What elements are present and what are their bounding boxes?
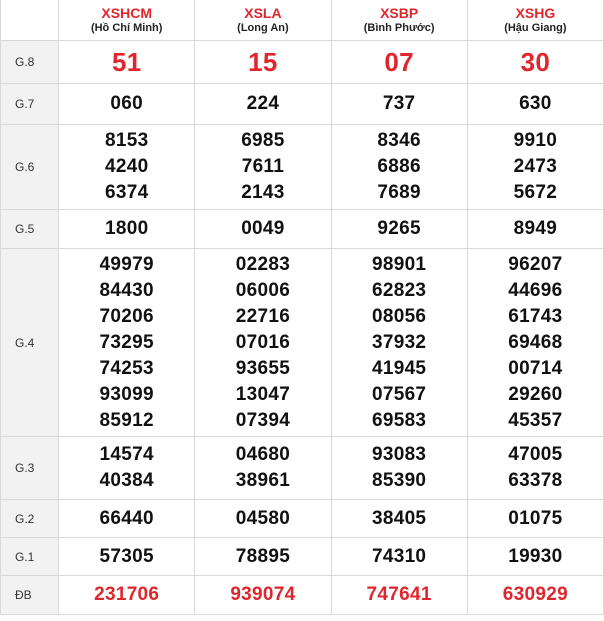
prize-cell bbox=[467, 41, 603, 84]
prize-number: 00714 bbox=[508, 357, 563, 379]
prize-cell bbox=[59, 84, 195, 125]
prize-number: 70206 bbox=[99, 305, 154, 327]
prize-number: 98901 bbox=[371, 253, 427, 275]
prize-cell bbox=[59, 41, 195, 84]
prize-number: 04680 bbox=[235, 444, 291, 465]
prize-label: G.5 bbox=[1, 210, 59, 249]
prize-number: 13047 bbox=[235, 383, 291, 405]
prize-cell bbox=[59, 538, 195, 576]
prize-label: ĐB bbox=[1, 576, 59, 615]
prize-number: 4240 bbox=[104, 156, 149, 177]
header-row bbox=[1, 0, 604, 41]
prize-number: 57305 bbox=[99, 545, 154, 567]
prize-cell bbox=[467, 576, 603, 615]
prize-row bbox=[1, 210, 604, 249]
prize-cell bbox=[59, 249, 195, 437]
prize-row bbox=[1, 538, 604, 576]
prize-number: 0049 bbox=[241, 218, 285, 239]
prize-number: 9265 bbox=[377, 218, 421, 239]
prize-number: 73295 bbox=[99, 331, 154, 353]
prize-number: 38961 bbox=[235, 470, 291, 491]
province-code[interactable]: XSLA bbox=[244, 5, 282, 21]
prize-row bbox=[1, 84, 604, 125]
prize-number: 8346 bbox=[377, 130, 421, 151]
prize-cell bbox=[59, 576, 195, 615]
prize-cell bbox=[331, 249, 467, 437]
prize-number: 6374 bbox=[104, 182, 149, 203]
prize-number: 69583 bbox=[371, 409, 427, 431]
prize-cell bbox=[331, 437, 467, 500]
prize-number: 45357 bbox=[508, 409, 563, 431]
prize-cell bbox=[331, 41, 467, 84]
province-code[interactable]: XSHG bbox=[515, 5, 556, 21]
prize-number: 224 bbox=[246, 93, 280, 114]
province-header[interactable] bbox=[467, 0, 603, 41]
corner-cell bbox=[1, 0, 59, 41]
prize-number: 5672 bbox=[513, 182, 558, 203]
prize-cell bbox=[331, 84, 467, 125]
prize-row bbox=[1, 437, 604, 500]
prize-cell bbox=[195, 437, 331, 500]
prize-number: 8153 bbox=[104, 130, 149, 151]
prize-number: 30 bbox=[520, 47, 551, 77]
prize-number: 7689 bbox=[377, 182, 421, 203]
prize-number: 630929 bbox=[502, 584, 568, 605]
prize-number: 63378 bbox=[508, 470, 563, 491]
prize-label: G.4 bbox=[1, 249, 59, 437]
prize-cell bbox=[467, 500, 603, 538]
prize-number: 747641 bbox=[366, 584, 432, 605]
prize-label: G.3 bbox=[1, 437, 59, 500]
prize-number: 2143 bbox=[241, 182, 285, 203]
prize-number: 737 bbox=[382, 93, 416, 114]
prize-number: 2473 bbox=[513, 156, 558, 177]
prize-cell bbox=[195, 125, 331, 210]
prize-number: 47005 bbox=[508, 444, 563, 465]
prize-number: 74310 bbox=[371, 545, 427, 567]
province-header[interactable] bbox=[195, 0, 331, 41]
prize-cell bbox=[195, 249, 331, 437]
prize-cell bbox=[195, 538, 331, 576]
prize-number: 14574 bbox=[99, 444, 154, 465]
prize-number: 231706 bbox=[94, 584, 160, 605]
province-header[interactable] bbox=[59, 0, 195, 41]
prize-number: 84430 bbox=[99, 279, 154, 301]
prize-cell bbox=[195, 500, 331, 538]
prize-cell bbox=[195, 84, 331, 125]
prize-number: 02283 bbox=[235, 253, 291, 275]
prize-cell bbox=[467, 84, 603, 125]
prize-number: 85912 bbox=[99, 409, 154, 431]
province-name: (Bình Phước) bbox=[363, 22, 435, 34]
prize-number: 8949 bbox=[513, 218, 558, 239]
prize-row bbox=[1, 41, 604, 84]
prize-number: 01075 bbox=[508, 507, 563, 529]
prize-number: 40384 bbox=[99, 470, 154, 491]
prize-cell bbox=[467, 125, 603, 210]
prize-label: G.2 bbox=[1, 500, 59, 538]
prize-number: 07016 bbox=[235, 331, 291, 353]
prize-number: 69468 bbox=[508, 331, 563, 353]
prize-number: 19930 bbox=[508, 545, 563, 567]
prize-number: 29260 bbox=[508, 383, 563, 405]
province-name: (Long An) bbox=[237, 22, 289, 34]
prize-number: 96207 bbox=[508, 253, 563, 275]
prize-cell bbox=[59, 500, 195, 538]
prize-cell bbox=[331, 576, 467, 615]
prize-row bbox=[1, 125, 604, 210]
prize-number: 37932 bbox=[371, 331, 427, 353]
prize-number: 93099 bbox=[99, 383, 154, 405]
prize-number: 7611 bbox=[241, 156, 285, 177]
prize-row bbox=[1, 500, 604, 538]
prize-number: 06006 bbox=[235, 279, 291, 301]
prize-cell bbox=[59, 125, 195, 210]
prize-number: 66440 bbox=[99, 507, 154, 529]
prize-cell bbox=[59, 210, 195, 249]
prize-number: 51 bbox=[111, 47, 142, 77]
prize-number: 630 bbox=[519, 93, 552, 114]
prize-number: 44696 bbox=[508, 279, 563, 301]
prize-label: G.8 bbox=[1, 41, 59, 84]
province-header[interactable] bbox=[331, 0, 467, 41]
prize-number: 61743 bbox=[508, 305, 563, 327]
prize-cell bbox=[331, 538, 467, 576]
prize-row bbox=[1, 576, 604, 615]
prize-number: 41945 bbox=[371, 357, 427, 379]
prize-number: 15 bbox=[248, 47, 278, 77]
prize-number: 07 bbox=[384, 47, 414, 77]
prize-number: 85390 bbox=[371, 470, 427, 491]
prize-cell bbox=[467, 437, 603, 500]
prize-cell bbox=[331, 125, 467, 210]
prize-number: 060 bbox=[110, 93, 143, 114]
prize-cell bbox=[467, 210, 603, 249]
prize-cell bbox=[59, 437, 195, 500]
prize-number: 939074 bbox=[230, 584, 296, 605]
prize-row bbox=[1, 249, 604, 437]
prize-number: 04580 bbox=[235, 507, 291, 529]
prize-cell bbox=[195, 41, 331, 84]
prize-cell bbox=[195, 576, 331, 615]
prize-number: 22716 bbox=[235, 305, 291, 327]
province-code[interactable]: XSBP bbox=[380, 5, 419, 21]
prize-cell bbox=[331, 500, 467, 538]
prize-number: 38405 bbox=[371, 507, 427, 529]
prize-number: 07394 bbox=[235, 409, 291, 431]
prize-label: G.7 bbox=[1, 84, 59, 125]
province-name: (Hậu Giang) bbox=[504, 22, 567, 34]
prize-number: 74253 bbox=[99, 357, 154, 379]
prize-cell bbox=[331, 210, 467, 249]
province-code[interactable]: XSHCM bbox=[101, 5, 152, 21]
province-name: (Hồ Chí Minh) bbox=[90, 22, 163, 34]
prize-cell bbox=[467, 538, 603, 576]
prize-number: 9910 bbox=[513, 130, 558, 151]
prize-number: 6886 bbox=[377, 156, 421, 177]
prize-number: 93083 bbox=[371, 444, 427, 465]
prize-number: 78895 bbox=[235, 545, 291, 567]
prize-number: 07567 bbox=[371, 383, 427, 405]
prize-number: 08056 bbox=[371, 305, 427, 327]
prize-label: G.1 bbox=[1, 538, 59, 576]
prize-label: G.6 bbox=[1, 125, 59, 210]
prize-number: 62823 bbox=[371, 279, 427, 301]
prize-number: 49979 bbox=[99, 253, 154, 275]
prize-number: 6985 bbox=[241, 130, 285, 151]
prize-cell bbox=[195, 210, 331, 249]
prize-number: 1800 bbox=[104, 218, 149, 239]
prize-number: 93655 bbox=[235, 357, 291, 379]
prize-cell bbox=[467, 249, 603, 437]
